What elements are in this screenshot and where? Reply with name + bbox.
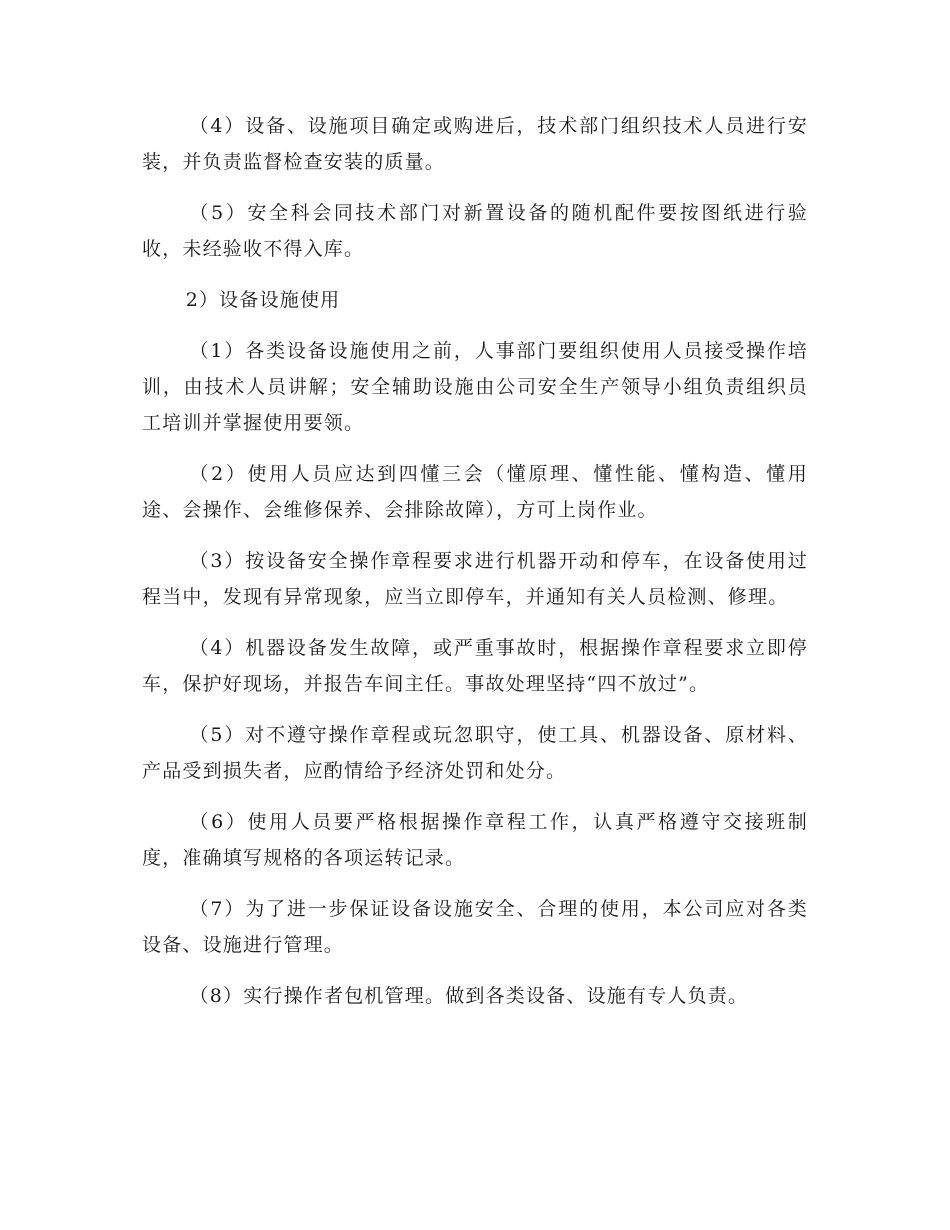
paragraph-shift-handover: （6）使用人员要严格根据操作章程工作，认真严格遵守交接班制度，准确填写规格的各项运转记录。 (142, 811, 808, 869)
paragraph-operation-training: （1）各类设备设施使用之前，人事部门要组织使用人员接受操作培训，由技术人员讲解；安全辅助设施由公司安全生产领导小组负责组织员工培训并掌握使用要领。 (142, 340, 808, 434)
paragraph-four-understand-three-can: （2）使用人员应达到四懂三会（懂原理、懂性能、懂构造、懂用途、会操作、会维修保养、会排除故障），方可上岗作业。 (142, 463, 808, 521)
paragraph-equipment-management: （7）为了进一步保证设备设施安全、合理的使用，本公司应对各类设备、设施进行管理。 (142, 898, 808, 956)
section-heading-equipment-use: 2）设备设施使用 (185, 289, 341, 311)
paragraph-acceptance-inspection: （5）安全科会同技术部门对新置设备的随机配件要按图纸进行验收，未经验收不得入库。 (142, 202, 808, 260)
paragraph-install-supervision: （4）设备、设施项目确定或购进后，技术部门组织技术人员进行安装，并负责监督检查安装的质量。 (142, 115, 808, 173)
paragraph-start-stop-procedure: （3）按设备安全操作章程要求进行机器开动和停车，在设备使用过程当中，发现有异常现象，应当立即停车，并通知有关人员检测、修理。 (142, 550, 808, 608)
paragraph-operator-responsibility: （8）实行操作者包机管理。做到各类设备、设施有专人负责。 (189, 985, 749, 1007)
paragraph-fault-handling: （4）机器设备发生故障，或严重事故时，根据操作章程要求立即停车，保护好现场，并报告车间主任。事故处理坚持“四不放过”。 (142, 637, 808, 695)
paragraph-penalty: （5）对不遵守操作章程或玩忽职守，使工具、机器设备、原材料、产品受到损失者，应酌情给予经济处罚和处分。 (142, 724, 808, 782)
document-body (142, 108, 808, 1029)
